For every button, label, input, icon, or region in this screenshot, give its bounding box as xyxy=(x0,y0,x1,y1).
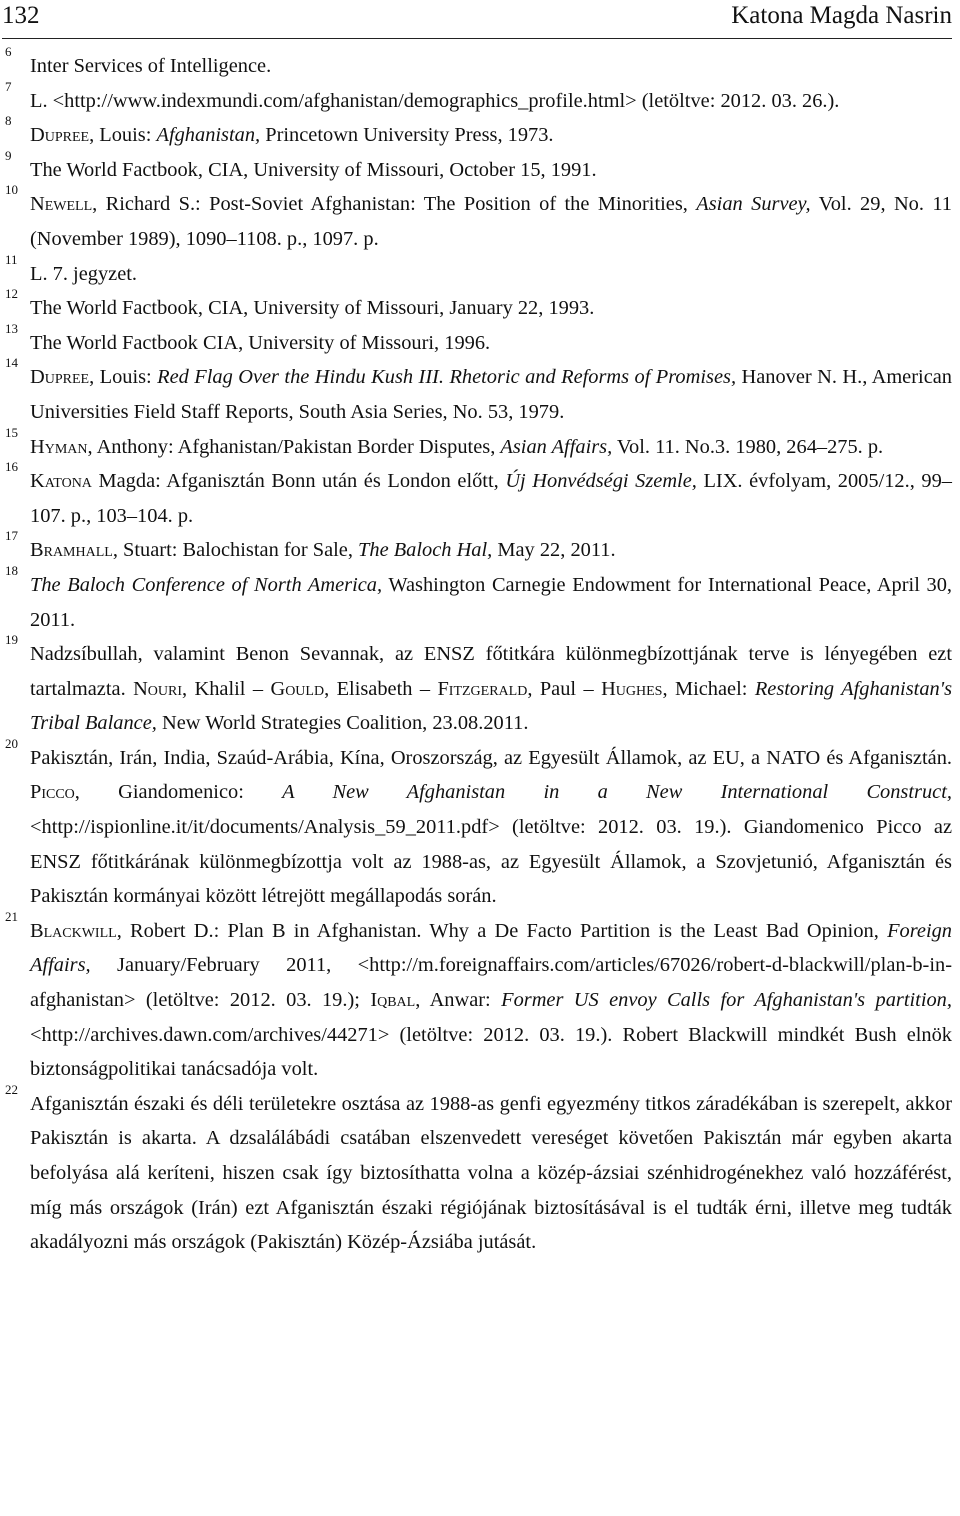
italic-title: Foreign Affairs, xyxy=(30,919,952,977)
footnote-segment: , Michael: xyxy=(662,677,755,700)
footnote-segment: , Elisabeth – xyxy=(324,677,438,700)
footnote-text xyxy=(30,1093,952,1253)
footnote-segment: , Louis: xyxy=(89,124,157,147)
italic-title: Red Flag Over the Hindu Kush III. Rhetoric and Reforms of Promises, xyxy=(157,366,737,389)
footnote-number: 21 xyxy=(5,908,18,924)
footnote-number: 18 xyxy=(5,562,18,578)
author-surname: Dupree xyxy=(30,366,90,389)
footnote-number: 10 xyxy=(5,182,18,198)
footnote-segment: , Anthony: Afghanistan/Pakistan Border Disputes, xyxy=(87,435,501,458)
footnote-segment: , Anwar: xyxy=(415,989,502,1012)
footnote-text xyxy=(30,920,952,1080)
author-surname: Katona xyxy=(30,470,92,493)
footnote-segment: , Richard S.: Post-Soviet Afghanistan: The Position of the Minorities, xyxy=(92,193,697,216)
footnote xyxy=(5,147,952,188)
footnote-segment: The World Factbook CIA, University of Missouri, 1996. xyxy=(30,331,491,354)
footnotes-list xyxy=(5,44,952,1260)
footnote-segment: Magda: Afganisztán Bonn után és London előtt, xyxy=(91,470,506,493)
footnote xyxy=(5,286,952,326)
footnote-number: 17 xyxy=(5,528,18,544)
footnote-text xyxy=(30,366,952,423)
author-surname: Hyman xyxy=(30,435,88,458)
footnote xyxy=(5,182,952,256)
footnote-segment: , Louis: xyxy=(89,366,158,389)
author-surname: Dupree xyxy=(30,124,90,147)
footnote xyxy=(5,528,952,568)
footnote-text xyxy=(30,263,137,285)
footnote-text xyxy=(30,470,952,527)
footnote-number: 22 xyxy=(5,1081,18,1097)
footnote xyxy=(5,251,952,292)
footnote-segment: <http://archives.dawn.com/archives/44271> (letöltve: 2012. 03. 19.). Robert Blackwill mindkét Bush elnök biztonságpolitikai tanácsadója volt. xyxy=(30,1023,952,1081)
footnote-segment: Washington Carnegie Endowment for International Peace, April 30, 2011. xyxy=(30,573,952,631)
footnote-segment: Hanover N. H., American Universities Field Staff Reports, South Asia Series, No. 53, 1979. xyxy=(30,366,952,423)
footnote-segment: The World Factbook, CIA, University of Missouri, October 15, 1991. xyxy=(30,158,597,181)
page-number: 132 xyxy=(2,2,40,29)
footnote-segment: , Giandomenico: xyxy=(74,781,283,804)
footnote-segment: , Khalil – xyxy=(182,677,271,700)
footnote-text xyxy=(30,159,597,181)
footnote-segment: , Paul – xyxy=(527,677,602,700)
author-surname: Bramhall xyxy=(30,539,113,562)
footnote-segment: L. 7. jegyzet. xyxy=(30,262,138,285)
footnote xyxy=(5,424,952,465)
author-surname: Iqbal xyxy=(370,989,416,1012)
footnote-segment: Vol. 29, No. 11 (November 1989), 1090–1108. p., 1097. p. xyxy=(30,193,952,250)
footnote-text xyxy=(30,193,952,250)
footnote-segment: Vol. 11. No.3. 1980, 264–275. p. xyxy=(612,435,884,458)
author-surname: Fitzgerald xyxy=(437,677,528,700)
italic-title: Új Honvédségi Szemle, xyxy=(505,470,697,493)
footnote-number: 9 xyxy=(5,147,12,163)
footnote-text xyxy=(30,539,616,561)
footnote xyxy=(5,113,952,153)
footnote-segment: May 22, 2011. xyxy=(492,539,616,562)
footnote-text xyxy=(30,332,490,354)
author-surname: Nouri xyxy=(133,677,183,700)
footnote-number: 6 xyxy=(5,44,12,59)
footnote-number: 12 xyxy=(5,286,18,302)
footnote-segment: New World Strategies Coalition, 23.08.2011. xyxy=(156,712,529,735)
footnote-segment: Inter Services of Intelligence. xyxy=(30,55,272,77)
italic-title: The Baloch Conference of North America, xyxy=(30,573,383,596)
italic-title: The Baloch Hal, xyxy=(358,539,493,562)
footnote-text xyxy=(30,90,839,112)
author-surname: Blackwill xyxy=(30,919,117,942)
italic-title: Asian Affairs, xyxy=(500,435,613,458)
footnote-text xyxy=(30,55,271,77)
footnote-number: 20 xyxy=(5,735,18,751)
footnote-segment: Nadzsíbullah, valamint Benon Sevannak, az ENSZ főtitkára különmegbízottjának terve is lényegében ezt tartalmazta. xyxy=(30,643,952,700)
footnote-text xyxy=(30,747,952,907)
footnote-segment: The World Factbook, CIA, University of Missouri, January 22, 1993. xyxy=(30,297,595,320)
footnote-number: 7 xyxy=(5,78,12,94)
author-surname: Hughes xyxy=(601,677,663,700)
author-surname: Picco xyxy=(30,781,75,804)
footnote-segment: Afganisztán északi és déli területekre osztása az 1988-as genfi egyezmény titkos záradékában is szerepelt, akkor Pakisztán is akarta. A dzsalálábádi csatában elszenvedett vereséget követően Pakisztán már egyben akarta befolyása alá keríteni, hiszen csak így biztosíthatta volna a közép-ázsiai szénhidrogénekhez való hozzáférést, míg más országok (Irán) ezt Afganisztán északi régiójának biztosításával is el tudták érni, illetve meg tudták akadályozni más országok (Pakisztán) Közép-Ázsiába jutását. xyxy=(30,1092,952,1254)
italic-title: Afghanistan, xyxy=(156,124,261,147)
footnote xyxy=(5,320,952,361)
footnote-segment: January/February 2011, <http://m.foreignaffairs.com/articles/67026/robert-d-blackwill/plan-b-in-afghanistan> (letöltve: 2012. 03. 19.); xyxy=(30,954,952,1012)
author-surname: Newell xyxy=(30,193,93,216)
footnote xyxy=(5,632,952,741)
running-head xyxy=(2,0,952,39)
footnote-segment: LIX. évfolyam, 2005/12., 99–107. p., 103–104. p. xyxy=(30,470,952,527)
footnote-text xyxy=(30,643,952,734)
italic-title: Restoring Afghanistan's Tribal Balance, xyxy=(30,677,952,735)
footnote xyxy=(5,908,952,1087)
footnote-segment: L. <http://www.indexmundi.com/afghanistan/demographics_profile.html> (letöltve: 2012. 03. 26.). xyxy=(30,89,840,112)
footnote-number: 19 xyxy=(5,632,18,648)
footnote-segment: <http://ispionline.it/it/documents/Analysis_59_2011.pdf> (letöltve: 2012. 03. 19.). Giandomenico Picco az ENSZ főtitkárának különmegbízottja volt az 1988-as, az Egyesült Államok, a Szovjetunió, Afganisztán és Pakisztán kormányai között létrejött megállapodás során. xyxy=(30,816,952,908)
footnote xyxy=(5,44,952,84)
author-surname: Gould xyxy=(270,677,325,700)
footnote-number: 14 xyxy=(5,355,18,371)
footnote xyxy=(5,459,952,533)
footnote-text xyxy=(30,436,883,458)
footnote xyxy=(5,562,952,637)
footnote-number: 16 xyxy=(5,459,18,475)
italic-title: Asian Survey, xyxy=(696,193,811,216)
italic-title: Former US envoy Calls for Afghanistan's partition, xyxy=(501,989,952,1012)
footnote xyxy=(5,78,952,119)
footnote-number: 11 xyxy=(5,251,18,267)
footnote-segment: , Robert D.: Plan B in Afghanistan. Why a De Facto Partition is the Least Bad Opinion, xyxy=(116,919,888,942)
footnote-segment: , Stuart: Balochistan for Sale, xyxy=(112,539,359,562)
running-head-author: Katona Magda Nasrin xyxy=(731,2,952,29)
footnote xyxy=(5,355,952,429)
footnote-segment: Pakisztán, Irán, India, Szaúd-Arábia, Kína, Oroszország, az Egyesült Államok, az EU, a NATO és Afganisztán. xyxy=(30,746,952,769)
footnote-text xyxy=(30,297,594,319)
footnote xyxy=(5,1081,952,1260)
footnote-segment: Princetown University Press, 1973. xyxy=(260,124,554,147)
footnote-text xyxy=(30,574,952,631)
footnote xyxy=(5,735,952,914)
italic-title: A New Afghanistan in a New International Construct, xyxy=(282,781,952,804)
footnote-text xyxy=(30,124,554,146)
footnote-number: 15 xyxy=(5,424,18,440)
footnote-number: 13 xyxy=(5,320,18,336)
footnote-number: 8 xyxy=(5,113,12,129)
